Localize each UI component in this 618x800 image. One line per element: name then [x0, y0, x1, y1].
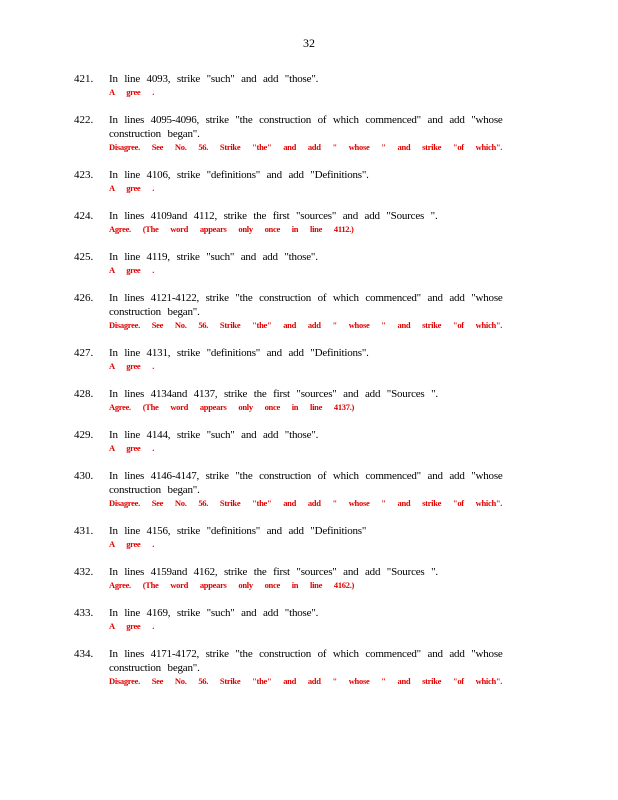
amendment-item [0, 606, 618, 633]
item-instruction: In line 4169, strike "such" and add "those". [109, 607, 319, 619]
item-response: Disagree. See No. 56. Strike "the" and add " whose " and strike "of which". [109, 498, 503, 508]
amendment-list [0, 72, 618, 702]
amendment-item [0, 524, 618, 551]
item-number: 429. [74, 429, 94, 441]
page-number: 32 [303, 36, 315, 50]
item-response: A gree . [109, 361, 155, 371]
item-instruction: In lines 4134and 4137, strike the first "sources" and add "Sources ". [109, 388, 438, 400]
item-instruction: In lines 4171-4172, strike "the construction of which commenced" and add "whose construction began". [109, 648, 503, 674]
item-number: 422. [74, 114, 94, 126]
amendment-item [0, 469, 618, 510]
item-number: 426. [74, 292, 94, 304]
item-instruction: In lines 4095-4096, strike "the construction of which commenced" and add "whose construction began". [109, 114, 503, 140]
amendment-item [0, 346, 618, 373]
amendment-item [0, 428, 618, 455]
item-response: A gree . [109, 265, 155, 275]
item-number: 424. [74, 210, 94, 222]
item-number: 434. [74, 648, 94, 660]
item-response: A gree . [109, 443, 155, 453]
amendment-item [0, 250, 618, 277]
item-response: A gree . [109, 183, 155, 193]
item-response: A gree . [109, 87, 155, 97]
item-response: A gree . [109, 539, 155, 549]
item-response: A gree . [109, 621, 155, 631]
amendment-item [0, 168, 618, 195]
amendment-item [0, 387, 618, 414]
item-response: Disagree. See No. 56. Strike "the" and add " whose " and strike "of which". [109, 142, 503, 152]
item-instruction: In lines 4159and 4162, strike the first "sources" and add "Sources ". [109, 566, 438, 578]
item-response: Disagree. See No. 56. Strike "the" and add " whose " and strike "of which". [109, 676, 503, 686]
item-number: 433. [74, 607, 94, 619]
item-instruction: In line 4093, strike "such" and add "those". [109, 73, 319, 85]
item-number: 423. [74, 169, 94, 181]
item-response: Agree. (The word appears only once in line 4137.) [109, 402, 355, 412]
item-instruction: In line 4119, strike "such" and add "those". [109, 251, 318, 263]
item-response: Agree. (The word appears only once in line 4162.) [109, 580, 355, 590]
item-instruction: In lines 4121-4122, strike "the construction of which commenced" and add "whose construction began". [109, 292, 503, 318]
amendment-item [0, 291, 618, 332]
amendment-item [0, 209, 618, 236]
item-number: 430. [74, 470, 94, 482]
item-instruction: In line 4131, strike "definitions" and add "Definitions". [109, 347, 369, 359]
item-response: Agree. (The word appears only once in line 4112.) [109, 224, 354, 234]
item-number: 427. [74, 347, 94, 359]
amendment-item [0, 113, 618, 154]
amendment-item [0, 565, 618, 592]
amendment-item [0, 72, 618, 99]
item-number: 421. [74, 73, 94, 85]
item-instruction: In line 4106, strike "definitions" and add "Definitions". [109, 169, 369, 181]
amendment-item [0, 647, 618, 688]
item-number: 425. [74, 251, 94, 263]
item-instruction: In lines 4109and 4112, strike the first "sources" and add "Sources ". [109, 210, 438, 222]
item-number: 432. [74, 566, 94, 578]
item-instruction: In line 4156, strike "definitions" and add "Definitions" [109, 525, 367, 537]
item-instruction: In lines 4146-4147, strike "the construction of which commenced" and add "whose construction began". [109, 470, 503, 496]
item-response: Disagree. See No. 56. Strike "the" and add " whose " and strike "of which". [109, 320, 503, 330]
item-number: 431. [74, 525, 94, 537]
item-number: 428. [74, 388, 94, 400]
item-instruction: In line 4144, strike "such" and add "those". [109, 429, 319, 441]
